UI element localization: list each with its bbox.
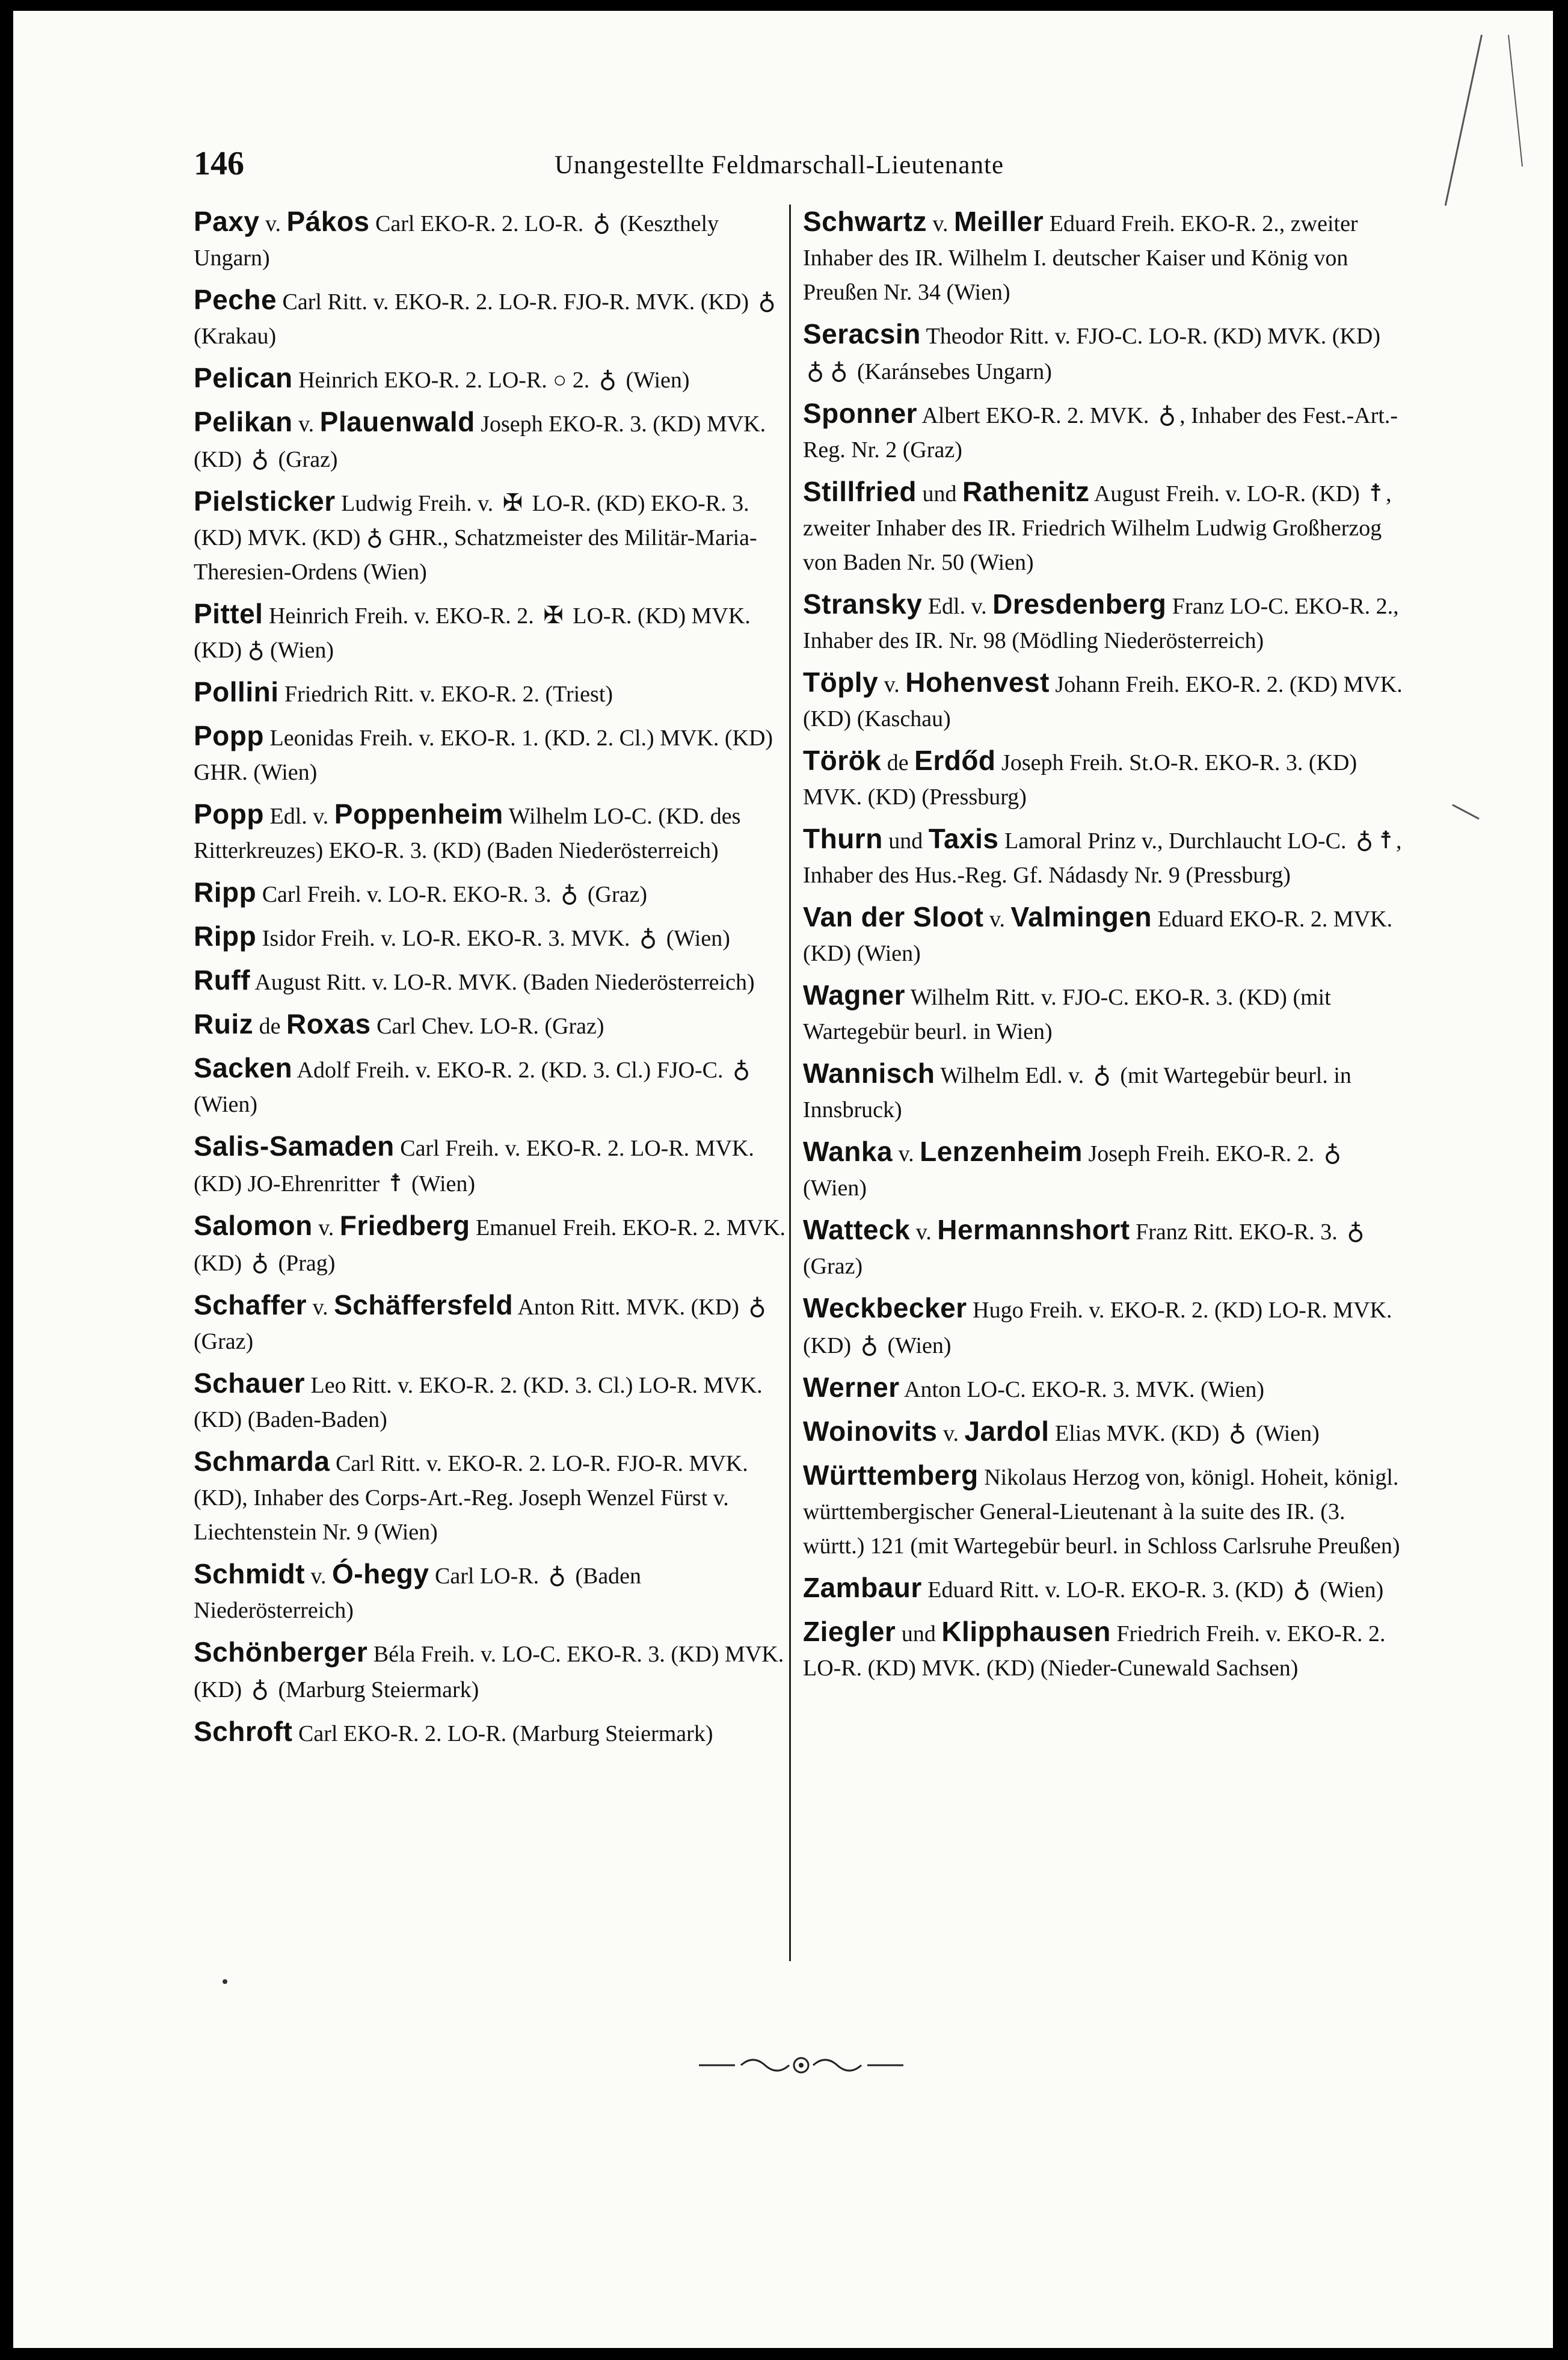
directory-entry (803, 396, 1410, 467)
directory-entry (803, 744, 1410, 815)
name-particle: v. (983, 907, 1011, 932)
entry-details: Joseph Freih. St.O-R. EKO-R. 3. (KD) MVK. (KD) (Pressburg) (803, 750, 1357, 810)
name-particle: und (896, 1621, 942, 1647)
stray-dot (223, 1979, 227, 1984)
directory-entry (194, 405, 786, 477)
name-particle: v. (307, 1295, 334, 1320)
entry-surname: Salis-Samaden (194, 1130, 395, 1162)
entry-details: Joseph Freih. EKO-R. 2. (1082, 1141, 1320, 1166)
entry-details: Eduard Freih. EKO-R. 2., zweiter Inhaber des IR. Wilhelm I. deutscher Kaiser und König von Preußen Nr. 34 (Wien) (803, 211, 1358, 305)
entry-details: Johann Freih. EKO-R. 2. (KD) MVK. (KD) (Kaschau) (803, 672, 1403, 732)
name-particle: Edl. v. (922, 594, 993, 619)
name-particle: v. (312, 1215, 340, 1240)
entry-surname: Ripp (194, 877, 257, 908)
entry-location: (Karánsebes Ungarn) (851, 359, 1052, 384)
order-decoration-icon: ✠ (543, 602, 564, 629)
entry-details: Theodor Ritt. v. FJO-C. LO-R. (KD) MVK. (KD) (920, 324, 1380, 349)
entry-surname: Schwartz (803, 206, 927, 237)
directory-entry (194, 205, 786, 276)
entry-details: Leo Ritt. v. EKO-R. 2. (KD. 3. Cl.) LO-R. MVK. (KD) (Baden-Baden) (194, 1373, 763, 1432)
name-particle: v. (259, 211, 287, 236)
entry-details: Carl Freih. v. EKO-R. 2. LO-R. MVK. (KD) JO-Ehrenritter (194, 1136, 754, 1197)
entry-surname: Pollini (194, 676, 279, 707)
order-decoration-icon: ♁ (251, 1249, 269, 1276)
entry-surname: Popp (194, 720, 264, 751)
order-decoration-icon: ♁ (561, 880, 579, 907)
directory-entry (803, 665, 1410, 736)
entry-surname: Paxy (194, 206, 260, 237)
entry-surname: Popp (194, 798, 264, 830)
entry-details: Anton LO-C. EKO-R. 3. MVK. (Wien) (899, 1377, 1265, 1402)
entry-details: Friedrich Freih. v. EKO-R. 2. LO-R. (KD) MVK. (KD) (Nieder-Cunewald Sachsen) (803, 1621, 1386, 1681)
name-particle: Edl. v. (263, 804, 334, 829)
entry-details: Friedrich Ritt. v. EKO-R. 2. (Triest) (278, 682, 613, 707)
entry-location: , Inhaber des Hus.-Reg. Gf. Nádasdy Nr. 9 (Pressburg) (803, 828, 1402, 888)
directory-entry (194, 963, 786, 1000)
entry-details: August Ritt. v. LO-R. MVK. (Baden Niederösterreich) (250, 970, 755, 995)
directory-entry (194, 484, 786, 590)
entry-surname: Sponner (803, 398, 918, 429)
entry-location: (Baden Niederösterreich) (194, 1564, 642, 1623)
order-decoration-icon: ♁ (1158, 401, 1176, 428)
scan-edge-line (1445, 35, 1483, 206)
order-decoration-icon: ✠ (502, 489, 523, 516)
order-decoration-icon: ♁ (860, 1331, 878, 1358)
entry-surname: Plauenwald (319, 406, 475, 437)
end-ornament (699, 2050, 903, 2080)
entry-details: Leonidas Freih. v. EKO-R. 1. (KD. 2. Cl.) MVK. (KD) GHR. (Wien) (194, 726, 773, 785)
entry-surname: Rathenitz (962, 476, 1090, 507)
page-header (194, 144, 1096, 186)
directory-entry (803, 1370, 1410, 1407)
entry-surname: Roxas (286, 1008, 371, 1040)
entry-surname: Wannisch (803, 1058, 935, 1089)
entry-location: (Graz) (194, 1329, 254, 1354)
entry-surname: Van der Sloot (803, 901, 984, 932)
entry-surname: Woinovits (803, 1416, 938, 1447)
order-decoration-icon: ♁ (1347, 1218, 1365, 1245)
entry-surname: Zambaur (803, 1572, 922, 1603)
directory-entry (194, 797, 786, 868)
entry-location: (Wien) (405, 1171, 476, 1197)
entry-location: LO-R. (KD) EKO-R. 3. (KD) MVK. (KD) ♁ GHR., Schatzmeister des Militär-Maria-Theresien-Ordens (Wien) (194, 491, 757, 585)
entry-details: Carl Chev. LO-R. (Graz) (370, 1014, 604, 1039)
order-decoration-icon: ♁ (598, 366, 616, 393)
name-particle: v. (878, 672, 906, 697)
entry-surname: Weckbecker (803, 1292, 967, 1323)
entry-surname: Töply (803, 667, 879, 698)
order-decoration-icon: ♁ (639, 924, 657, 951)
order-decoration-icon: ♁ (748, 1293, 766, 1320)
entry-surname: Pittel (194, 598, 263, 629)
entry-details: Béla Freih. v. LO-C. EKO-R. 3. (KD) MVK. (KD) (194, 1642, 784, 1702)
entry-surname: Poppenheim (334, 798, 503, 830)
entry-details: Albert EKO-R. 2. MVK. (917, 403, 1155, 428)
entry-surname: Peche (194, 284, 277, 315)
entry-surname: Hermannshort (937, 1214, 1130, 1245)
name-particle: und (917, 481, 963, 507)
directory-entry (194, 1635, 786, 1707)
entry-location: (Wien) (620, 368, 690, 393)
directory-entry (194, 1209, 786, 1281)
entry-surname: Pelican (194, 362, 293, 393)
name-particle: v. (910, 1219, 938, 1245)
directory-entry (803, 205, 1410, 310)
entry-details: Emanuel Freih. EKO-R. 2. MVK. (KD) (194, 1215, 786, 1276)
entry-details: August Freih. v. LO-R. (KD) (1089, 481, 1366, 507)
directory-entry (803, 1135, 1410, 1206)
name-particle: v. (926, 211, 954, 236)
directory-entry (803, 1615, 1410, 1686)
entry-surname: Klipphausen (941, 1616, 1111, 1647)
entry-details: Nikolaus Herzog von, königl. Hoheit, königl. württembergischer General-Lieutenant à la suite des IR. (3. württ.) 121 (mit Wartegebür beurl. in Schloss Carlsruhe Preußen) (803, 1465, 1400, 1559)
entry-location: , zweiter Inhaber des IR. Friedrich Wilhelm Ludwig Großherzog von Baden Nr. 50 (Wien) (803, 481, 1392, 575)
entry-surname: Valmingen (1010, 901, 1152, 932)
name-particle: v. (937, 1421, 965, 1446)
directory-entry (194, 919, 786, 956)
entry-location: LO-R. (KD) MVK. (KD) ♁ (Wien) (194, 603, 751, 663)
entry-surname: Seracsin (803, 318, 921, 350)
directory-entry (803, 1213, 1410, 1284)
directory-entry (194, 361, 786, 398)
entry-location: (Wien) (1314, 1577, 1384, 1603)
entry-details: Carl Ritt. v. EKO-R. 2. LO-R. FJO-R. MVK. (KD), Inhaber des Corps-Art.-Reg. Joseph Wenzel Fürst v. Liechtenstein Nr. 9 (Wien) (194, 1451, 748, 1545)
directory-entry (194, 675, 786, 712)
running-head: Unangestellte Feldmarschall-Lieutenante (555, 151, 1004, 179)
entry-surname: Lenzenheim (920, 1136, 1083, 1167)
entry-surname: Pielsticker (194, 485, 336, 517)
entry-surname: Taxis (928, 823, 999, 854)
scan-dash-mark (1452, 804, 1480, 819)
entry-surname: Thurn (803, 823, 883, 854)
entry-location: (Marburg Steiermark) (272, 1677, 479, 1702)
entry-surname: Pelikan (194, 406, 293, 437)
entry-details: Ludwig Freih. v. (335, 491, 499, 516)
entry-location: (Wien) (803, 1175, 867, 1201)
directory-entry (803, 317, 1410, 389)
directory-entry (803, 978, 1410, 1049)
entry-details: Wilhelm Edl. v. (935, 1063, 1090, 1088)
document-page (13, 11, 1553, 2348)
order-decoration-icon: ♁ (1093, 1061, 1111, 1088)
entry-surname: Ó-hegy (332, 1558, 429, 1589)
entry-surname: Wagner (803, 979, 905, 1011)
order-decoration-icon: ♁ (548, 1562, 566, 1589)
directory-entry (803, 587, 1410, 658)
order-decoration-icon: ♁ (251, 1675, 269, 1702)
entry-surname: Ripp (194, 920, 257, 952)
entry-details: Heinrich EKO-R. 2. LO-R. ○ 2. (292, 368, 595, 393)
entry-details: Carl Ritt. v. EKO-R. 2. LO-R. FJO-R. MVK. (KD) (277, 289, 755, 315)
order-decoration-icon: ☨ (389, 1169, 402, 1197)
directory-entry (194, 1007, 786, 1044)
entry-surname: Jardol (964, 1416, 1050, 1447)
directory-entry (194, 1715, 786, 1751)
entry-details: Eduard EKO-R. 2. MVK. (KD) (Wien) (803, 907, 1393, 966)
name-particle: v. (304, 1564, 333, 1589)
page-number: 146 (194, 145, 244, 182)
entry-details: Carl EKO-R. 2. LO-R. (Marburg Steiermark) (292, 1721, 713, 1746)
order-decoration-icon: ♁ (251, 445, 269, 472)
entry-surname: Watteck (803, 1214, 911, 1245)
entry-location: (Graz) (582, 882, 648, 907)
entry-location: (Krakau) (194, 324, 277, 349)
entry-surname: Salomon (194, 1210, 313, 1241)
entry-details: Hugo Freih. v. EKO-R. 2. (KD) LO-R. MVK. (KD) (803, 1298, 1392, 1358)
entry-surname: Württemberg (803, 1459, 979, 1491)
entry-surname: Friedberg (339, 1210, 470, 1241)
directory-entry (803, 1291, 1410, 1363)
entry-surname: Ziegler (803, 1616, 896, 1647)
column-divider (789, 205, 791, 1961)
entry-location: (Wien) (1250, 1421, 1320, 1446)
order-decoration-icon: ♁ (1228, 1419, 1247, 1446)
name-particle: v. (893, 1141, 920, 1166)
entry-location: (Wien) (660, 926, 730, 951)
entry-surname: Schäffersfeld (334, 1289, 514, 1320)
entry-surname: Török (803, 745, 882, 776)
directory-entry (803, 475, 1410, 580)
entry-details: Adolf Freih. v. EKO-R. 2. (KD. 3. Cl.) FJO-C. (292, 1058, 729, 1083)
directory-entry (803, 822, 1410, 893)
directory-entry (803, 1458, 1410, 1564)
entry-details: Carl EKO-R. 2. LO-R. (369, 211, 589, 236)
entry-details: Isidor Freih. v. LO-R. EKO-R. 3. MVK. (256, 926, 636, 951)
entry-details: Joseph EKO-R. 3. (KD) MVK. (KD) (194, 411, 766, 472)
order-decoration-icon: ♁ (758, 288, 776, 315)
scan-edge-line (1508, 35, 1523, 167)
entry-surname: Stillfried (803, 476, 917, 507)
entry-surname: Schaffer (194, 1289, 307, 1320)
entry-location: (Wien) (194, 1092, 258, 1117)
entry-surname: Dresdenberg (992, 588, 1167, 620)
entry-surname: Erdőd (914, 745, 996, 776)
directory-entry (803, 1056, 1410, 1127)
entry-surname: Stransky (803, 588, 923, 620)
entry-details: Anton Ritt. MVK. (KD) (513, 1295, 745, 1320)
entry-details: Franz Ritt. EKO-R. 3. (1130, 1219, 1344, 1245)
entry-details: Wilhelm LO-C. (KD. des Ritterkreuzes) EKO-R. 3. (KD) (Baden Niederösterreich) (194, 804, 741, 863)
entry-details: Franz LO-C. EKO-R. 2., Inhaber des IR. Nr. 98 (Mödling Niederösterreich) (803, 594, 1399, 653)
entry-surname: Hohenvest (905, 667, 1050, 698)
entry-surname: Ruiz (194, 1008, 254, 1040)
entry-location: (Wien) (881, 1333, 952, 1358)
name-particle: de (881, 750, 915, 775)
entry-surname: Sacken (194, 1052, 293, 1083)
directory-entry (194, 719, 786, 790)
entry-surname: Werner (803, 1372, 900, 1403)
entry-location: (Graz) (803, 1254, 863, 1279)
entry-details: Heinrich Freih. v. EKO-R. 2. (263, 603, 540, 629)
order-decoration-icon: ♁ ♁ (807, 357, 848, 384)
entry-surname: Schroft (194, 1716, 293, 1747)
name-particle: v. (292, 411, 320, 437)
directory-entry (194, 283, 786, 354)
order-decoration-icon: ☨ (1369, 479, 1383, 507)
directory-entry (194, 1557, 786, 1628)
entry-location: (mit Wartegebür beurl. in Innsbruck) (803, 1063, 1351, 1123)
directory-entry (194, 1129, 786, 1201)
directory-entry (194, 875, 786, 912)
entry-surname: Meiller (954, 206, 1044, 237)
order-decoration-icon: ♁ ☨ (1355, 827, 1392, 854)
entry-surname: Ruff (194, 964, 250, 996)
entry-details: Wilhelm Ritt. v. FJO-C. EKO-R. 3. (KD) (mit Wartegebür beurl. in Wien) (803, 985, 1331, 1044)
entry-location: (Keszthely Ungarn) (194, 211, 719, 271)
entry-surname: Pákos (286, 206, 370, 237)
order-decoration-icon: ♁ (592, 209, 610, 236)
right-column (803, 205, 1410, 1693)
entry-surname: Schmidt (194, 1558, 305, 1589)
directory-entry (194, 1288, 786, 1359)
entry-location: , Inhaber des Fest.-Art.-Reg. Nr. 2 (Graz) (803, 403, 1398, 463)
directory-entry (803, 1571, 1410, 1607)
entry-surname: Schauer (194, 1367, 306, 1399)
ornament-flourish-icon (699, 2050, 903, 2080)
directory-entry (194, 597, 786, 668)
order-decoration-icon: ♁ (1323, 1139, 1341, 1166)
directory-entry (194, 1444, 786, 1550)
order-decoration-icon: ♁ (1293, 1576, 1311, 1603)
entry-surname: Schönberger (194, 1636, 368, 1668)
name-particle: und (882, 828, 929, 854)
entry-details: Carl LO-R. (429, 1564, 545, 1589)
directory-entry (194, 1051, 786, 1122)
entry-details: Elias MVK. (KD) (1049, 1421, 1225, 1446)
order-decoration-icon: ♁ (732, 1056, 751, 1083)
directory-entry (194, 1366, 786, 1437)
entry-surname: Wanka (803, 1136, 893, 1167)
name-particle: de (253, 1014, 286, 1039)
entry-details: Lamoral Prinz v., Durchlaucht LO-C. (998, 828, 1352, 854)
entry-location: (Prag) (272, 1251, 336, 1276)
directory-entry (803, 1414, 1410, 1451)
entry-details: Carl Freih. v. LO-R. EKO-R. 3. (256, 882, 558, 907)
entry-location: (Graz) (272, 447, 338, 472)
left-column (194, 205, 786, 1758)
entry-details: Eduard Ritt. v. LO-R. EKO-R. 3. (KD) (921, 1577, 1290, 1603)
directory-entry (803, 900, 1410, 971)
entry-surname: Schmarda (194, 1446, 330, 1477)
